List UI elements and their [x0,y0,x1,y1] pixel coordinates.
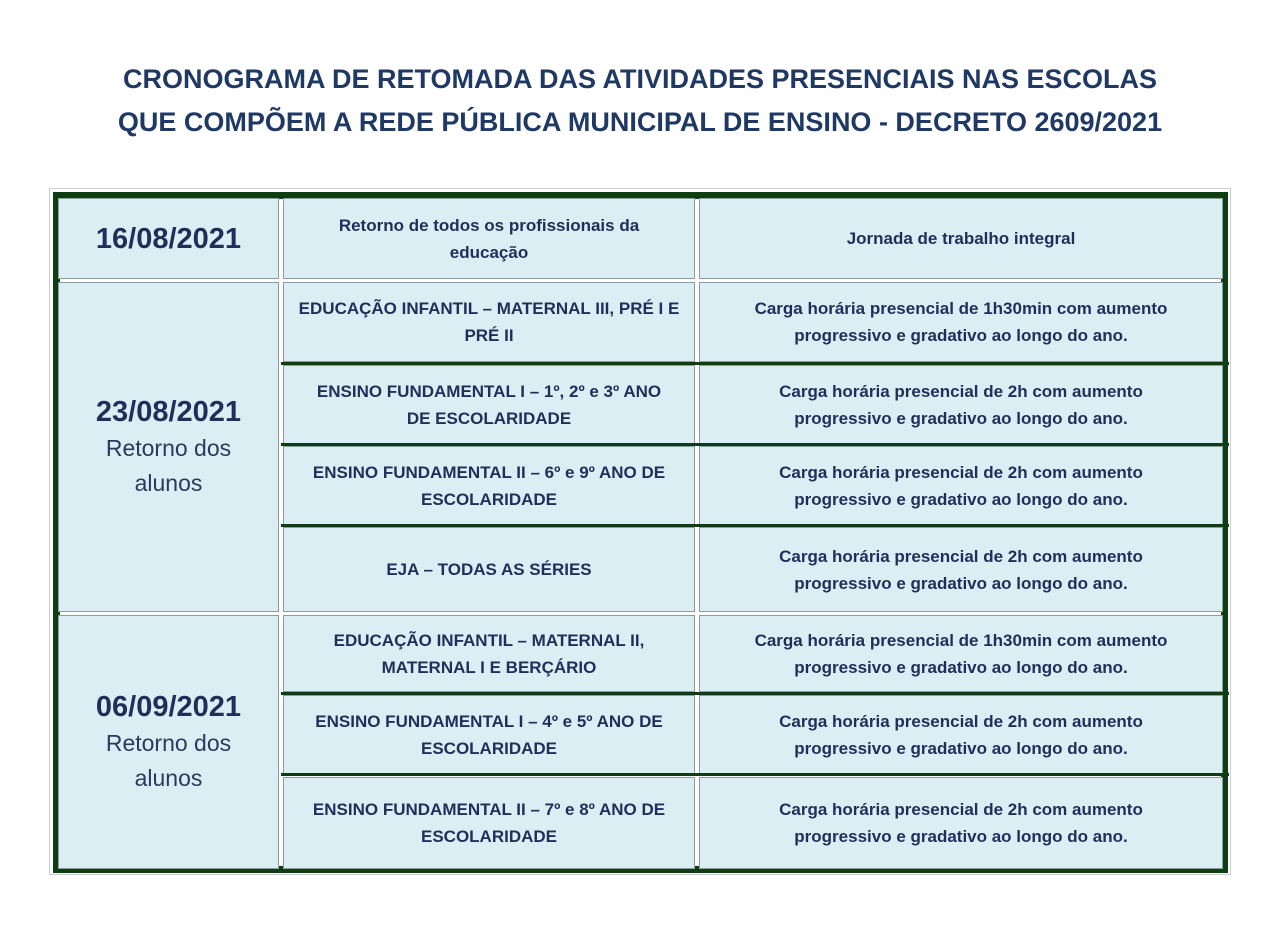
audience-cell-2-3 [283,446,695,526]
audience-cell-2-1 [283,282,695,362]
audience-cell-1-1 [283,198,695,279]
audience-cell-3-2 [283,695,695,775]
date-cell-2 [58,282,279,612]
audience-text: EJA – TODAS AS SÉRIES [386,560,592,579]
workload-cell-2-1 [699,282,1223,362]
return-label-3: Retorno dos alunos [105,730,232,791]
workload-text: Carga horária presencial de 2h com aumento progressivo e gradativo ao longo do ano. [779,463,1143,509]
workload-text: Carga horária presencial de 2h com aumento progressivo e gradativo ao longo do ano. [779,800,1143,846]
audience-text: ENSINO FUNDAMENTAL II – 6º e 9º ANO DE ESCOLARIDADE [312,463,666,509]
return-label-2: Retorno dos alunos [105,435,232,496]
audience-text: EDUCAÇÃO INFANTIL – MATERNAL III, PRÉ I E PRÉ II [298,299,680,345]
workload-cell-1-1 [699,198,1223,279]
row-divider [281,524,1229,527]
workload-cell-3-1 [699,615,1223,692]
workload-text: Carga horária presencial de 2h com aumento progressivo e gradativo ao longo do ano. [779,382,1143,428]
audience-text: ENSINO FUNDAMENTAL II – 7º e 8º ANO DE ESCOLARIDADE [312,800,666,846]
page-title [0,58,1280,144]
date-2: 23/08/2021 [95,396,242,428]
audience-text: ENSINO FUNDAMENTAL I – 4º e 5º ANO DE ESCOLARIDADE [315,712,663,758]
workload-cell-2-2 [699,365,1223,445]
workload-text: Carga horária presencial de 2h com aumento progressivo e gradativo ao longo do ano. [779,712,1143,758]
title-line-2: QUE COMPÕEM A REDE PÚBLICA MUNICIPAL DE ENSINO - DECRETO 2609/2021 [117,107,1163,137]
row-divider [281,773,1229,776]
row-divider [281,362,1229,365]
audience-cell-2-4 [283,527,695,612]
workload-cell-3-3 [699,777,1223,869]
schedule-table [49,188,1231,875]
audience-text: ENSINO FUNDAMENTAL I – 1º, 2º e 3º ANO DE ESCOLARIDADE [316,382,662,428]
workload-text: Jornada de trabalho integral [846,229,1076,248]
audience-text: EDUCAÇÃO INFANTIL – MATERNAL II, MATERNAL I E BERÇÁRIO [333,630,645,677]
audience-cell-3-1 [283,615,695,692]
workload-cell-2-4 [699,527,1223,612]
title-line-1: CRONOGRAMA DE RETOMADA DAS ATIVIDADES PRESENCIAIS NAS ESCOLAS [122,64,1158,94]
workload-text: Carga horária presencial de 1h30min com aumento progressivo e gradativo ao longo do ano. [754,630,1168,677]
audience-cell-3-3 [283,777,695,869]
workload-text: Carga horária presencial de 2h com aumento progressivo e gradativo ao longo do ano. [779,546,1143,593]
date-1: 16/08/2021 [95,222,242,255]
row-divider [281,692,1229,695]
date-cell-3 [58,615,279,869]
audience-cell-2-2 [283,365,695,445]
workload-text: Carga horária presencial de 1h30min com aumento progressivo e gradativo ao longo do ano. [754,299,1168,345]
workload-cell-2-3 [699,446,1223,526]
date-cell-1 [58,198,279,279]
date-3: 06/09/2021 [95,691,242,723]
audience-text: Retorno de todos os profissionais da educação [338,215,640,262]
workload-cell-3-2 [699,695,1223,775]
row-divider [281,443,1229,446]
